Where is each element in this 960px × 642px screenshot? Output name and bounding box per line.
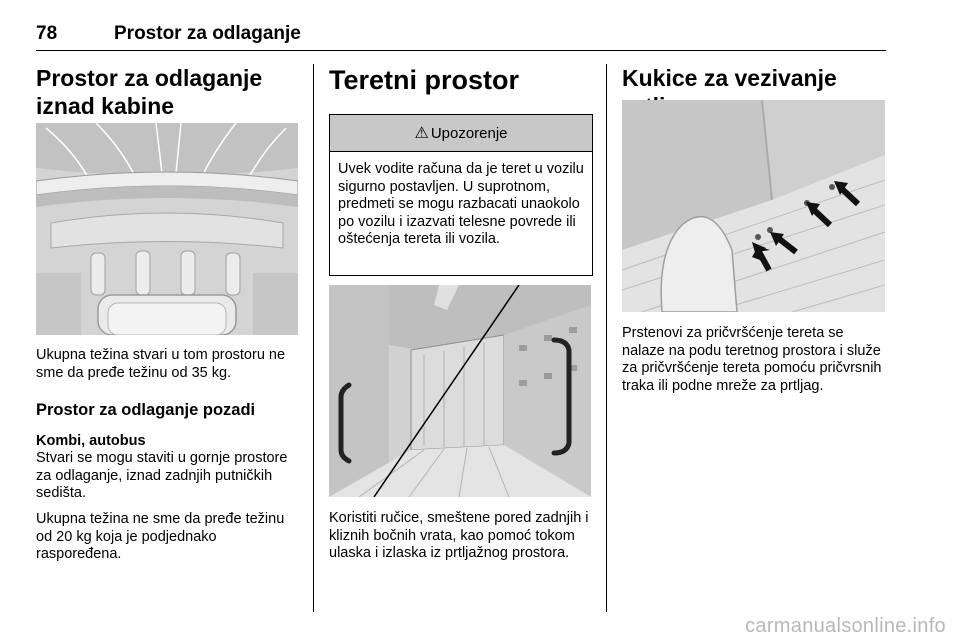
lashing-eyes-caption: Prstenovi za pričvršćenje tereta se nalaze na podu teretnog prostora i služe za pričvršćenje tereta pomoću pričvrsnih traka ili podne mreže za prtljag.	[622, 325, 882, 394]
watermark: carmanualsonline.info	[745, 615, 946, 637]
warning-text: Uvek vodite računa da je teret u vozilu sigurno postavljen. U suprotnom, predmeti se mogu razbacati unaokolo po vozilu i izazvati telesne povrede ili oštećenja tereta ili vozila.	[338, 161, 584, 247]
column-1	[36, 64, 298, 120]
overhead-storage-caption: Ukupna težina stvari u tom prostoru ne sme da pređe težinu od 35 kg.	[36, 347, 286, 381]
header-rule	[36, 50, 886, 51]
column-divider-2	[606, 64, 607, 612]
warning-header	[330, 115, 592, 152]
warning-title: Upozorenje	[430, 124, 508, 142]
cargo-handles-caption: Koristiti ručice, smeštene pored zadnjih i kliznih bočnih vrata, kao pomoć tokom ulaska i izlaska iz prtljažnog prostora.	[329, 510, 589, 561]
rear-storage-paragraph-2: Ukupna težina ne sme da pređe težinu od 20 kg koja je podjednako raspoređena.	[36, 511, 285, 562]
page-number: 78	[36, 23, 58, 44]
rear-storage-paragraph-1: Stvari se mogu staviti u gornje prostore za odlaganje, iznad zadnjih putničkih sedišta.	[36, 450, 288, 501]
column-2	[329, 64, 593, 96]
section-heading-cargo-space: Teretni prostor	[329, 65, 520, 95]
vehicle-type-heading: Kombi, autobus	[36, 433, 146, 449]
section-heading-rear-storage: Prostor za odlaganje pozadi	[36, 401, 256, 419]
column-divider-1	[313, 64, 314, 612]
page-header	[36, 23, 884, 51]
overhead-storage-illustration	[36, 123, 298, 335]
warning-box	[329, 114, 593, 276]
section-heading-overhead-storage: Prostor za odlaganje iznad kabine	[36, 65, 263, 119]
cargo-space-illustration	[329, 285, 591, 497]
lashing-eyes-illustration	[622, 100, 885, 312]
warning-triangle-icon: ⚠	[414, 125, 429, 142]
section-heading-lashing-eyes: Kukice za vezivanje	[622, 65, 837, 91]
running-title: Prostor za odlaganje	[114, 23, 301, 44]
